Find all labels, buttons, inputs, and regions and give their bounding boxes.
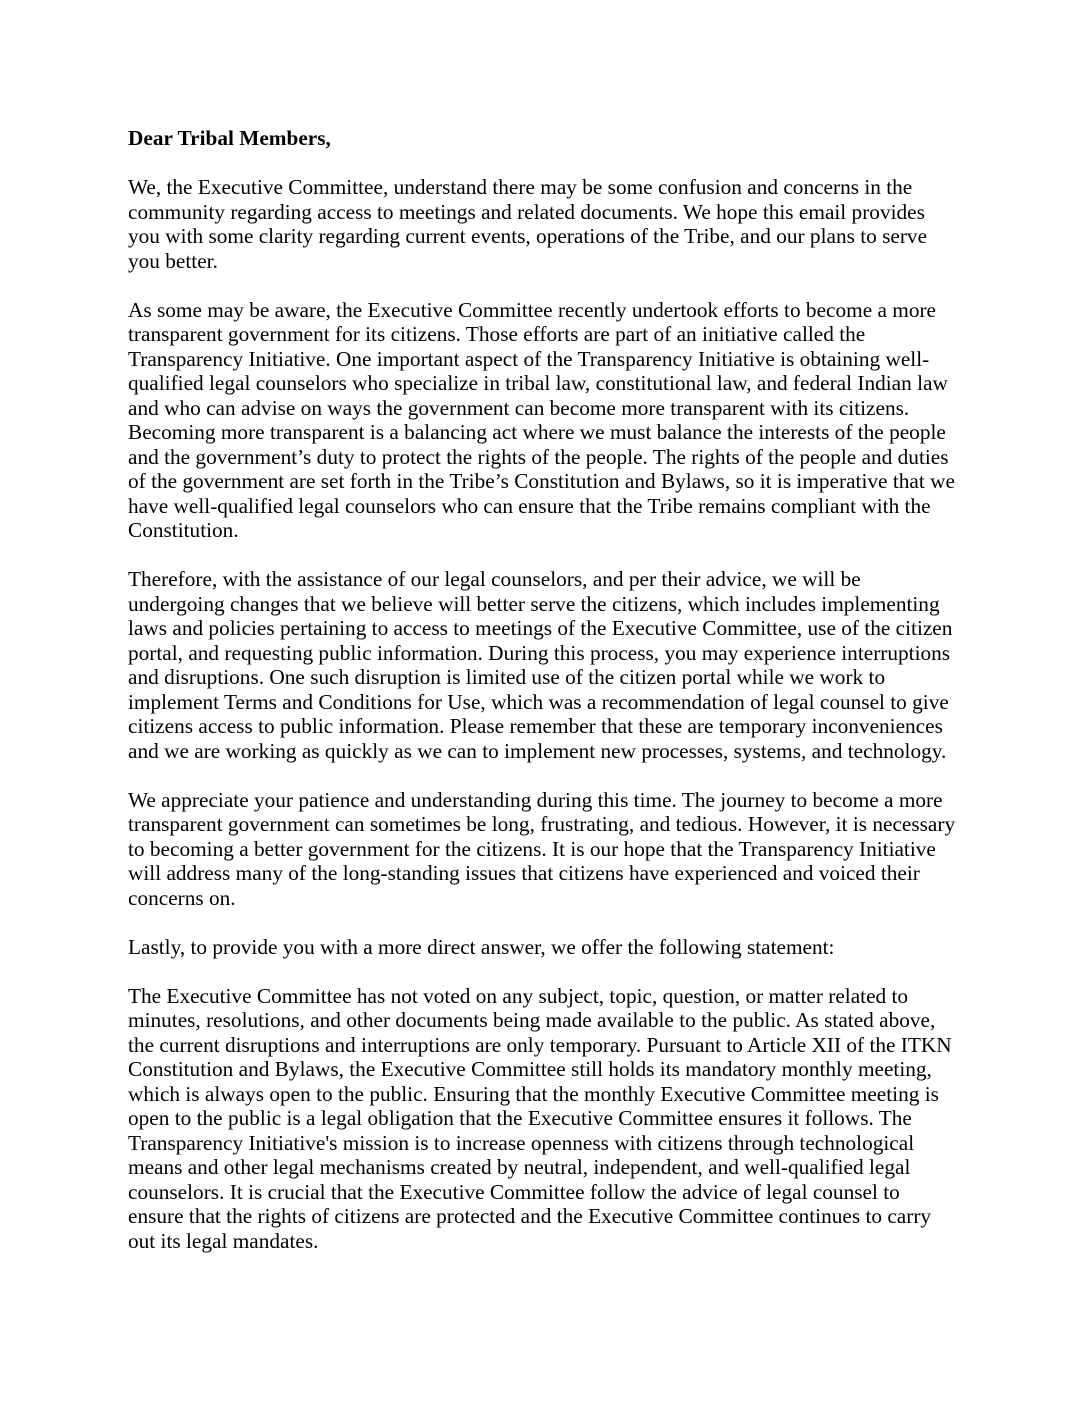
paragraph-intro: We, the Executive Committee, understand there may be some confusion and concerns in the community regarding access to meetings and related documents. We hope this email provides you with some clarity regarding current events, operations of the Tribe, and our plans to serve you better. — [128, 175, 928, 273]
salutation: Dear Tribal Members, — [128, 126, 331, 150]
paragraph-changes-and-disruptions: Therefore, with the assistance of our legal counselors, and per their advice, we will be undergoing changes that we believe will better serve the citizens, which includes implementing laws and policies pertaining to access to meetings of the Executive Committee, use of the citizen portal, and requesting public information. During this process, you may experience interruptions and disruptions. One such disruption is limited use of the citizen portal while we work to implement Terms and Conditions for Use, which was a recommendation of legal counsel to give citizens access to public information. Please remember that these are temporary inconveniences and we are working as quickly as we can to implement new processes, systems, and technology. — [128, 567, 953, 763]
paragraph-statement: The Executive Committee has not voted on any subject, topic, question, or matter related to minutes, resolutions, and other documents being made available to the public. As stated above, the current disruptions and interruptions are only temporary. Pursuant to Article XII of the ITKN Constitution and Bylaws, the Executive Committee still holds its mandatory monthly meeting, which is always open to the public. Ensuring that the monthly Executive Committee meeting is open to the public is a legal obligation that the Executive Committee ensures it follows. The Transparency Initiative's mission is to increase openness with citizens through technological means and other legal mechanisms created by neutral, independent, and well-qualified legal counselors. It is crucial that the Executive Committee follow the advice of legal counsel to ensure that the rights of citizens are protected and the Executive Committee continues to carry out its legal mandates. — [128, 983, 952, 1253]
paragraph-direct-answer-lead: Lastly, to provide you with a more direct answer, we offer the following statement: — [128, 934, 835, 959]
paragraph-transparency-initiative: As some may be aware, the Executive Committee recently undertook efforts to become a more transparent government for its citizens. Those efforts are part of an initiative called the Transparency Initiative. One important aspect of the Transparency Initiative is obtaining well-qualified legal counselors who specialize in tribal law, constitutional law, and federal Indian law and who can advise on ways the government can become more transparent with its citizens. Becoming more transparent is a balancing act where we must balance the interests of the people and the government’s duty to protect the rights of the people. The rights of the people and duties of the government are set forth in the Tribe’s Constitution and Bylaws, so it is imperative that we have well-qualified legal counselors who can ensure that the Tribe remains compliant with the Constitution. — [128, 297, 955, 542]
paragraph-patience: We appreciate your patience and understanding during this time. The journey to become a more transparent government can sometimes be long, frustrating, and tedious. However, it is necessary to becoming a better government for the citizens. It is our hope that the Transparency Initiative will address many of the long-standing issues that citizens have experienced and voiced their concerns on. — [128, 787, 956, 910]
